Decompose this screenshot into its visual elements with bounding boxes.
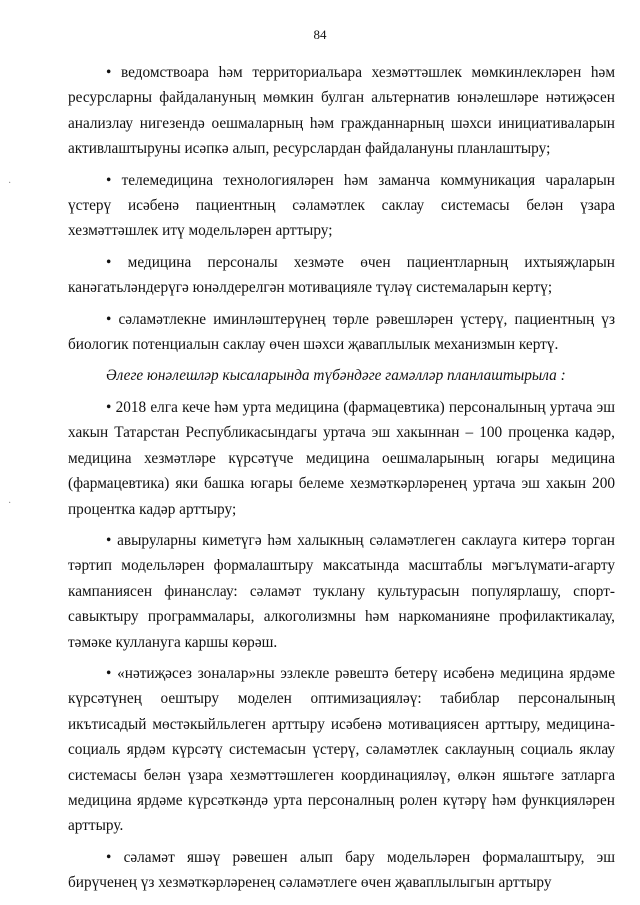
page-number: 84 [313,27,327,42]
bullet-paragraph: • телемедицина технологияләрен һәм заманча коммуникация чараларын үстерү исәбенә пациентның сәламәтлек саклау системасы белән үзара хезмәттәшлек итү модельләрен арттыру; [68,171,615,240]
bullet-paragraph: • 2018 елга кече һәм урта медицина (фармацевтика) персоналының уртача эш хакын Татарстан Республикасындагы уртача эш хакыннан – 100 проценка кадәр, медицина хезмәтләре күрсәтүче медицина оешмаларының югары медицина (фармацевтика) яки башка югары белеме хезмәткәрләренең уртача эш хакын 200 процентка кадәр арттыру; [68,398,615,518]
margin-tick: · [8,498,12,509]
bullet-paragraph: • «нәтиҗәсез зоналар»ны эзлекле рәвештә бетерү исәбенә медицина ярдәме күрсәтүнең оештыру моделен оптимизацияләү: табиблар персоналының икътисадый мөстәкыйльлеген арттыру исәбенә мотивациясен арттыру, медицина-социаль ярдәм күрсәтү системасын үстерү, сәламәтлек саклауның социаль яклау системасы белән үзара хезмәттәшлеген координацияләү, өлкән яшьтәге затларга медицина ярдәме күрсәткәндә урта персоналның ролен күтәрү һәм функцияләрен арттыру. [68,664,615,835]
bullet-paragraph: • медицина персоналы хезмәте өчен пациентларның ихтыяҗларын канәгатьләндерүгә юнәлдерелгән мотивацияле түләү системаларын кертү; [68,253,615,297]
margin-tick: · [8,178,12,189]
document-body [68,60,615,902]
bullet-paragraph: • сәламәт яшәү рәвешен алып бару модельләрен формалаштыру, эш бирүченең үз хезмәткәрләренең сәламәтлеге өчен җаваплылыгын арттыру [68,848,615,892]
bullet-paragraph: • ведомствоара һәм территориальара хезмәттәшлек мөмкинлекләрен һәм ресурсларны файдалануның мөмкин булган альтернатив юнәлешләре нәтиҗәсен анализлау нигезендә оешмаларның һәм гражданнарның шәхси инициативаларын активлаштыруны исәпкә алып, ресурслардан файдалануны планлаштыру; [68,64,615,158]
section-intro: Әлеге юнәлешләр кысаларында түбәндәге гамәлләр планлаштырыла : [106,367,566,385]
bullet-paragraph: • сәламәтлекне иминләштерүнең төрле рәвешләрен үстерү, пациентның үз биологик потенциалын саклау өчен шәхси җаваплылык механизмын кертү. [68,310,615,354]
bullet-paragraph: • авыруларны киметүгә һәм халыкның сәламәтлеген саклауга китерә торган тәртип модельләрен формалаштыру максатында масштаблы мәгълүмати-агарту кампаниясен финанслау: сәламәт туклану культурасын популярлашу, спорт-савыктыру программалары, алкоголизмны һәм наркоманияне профилактикалау, тәмәке куллануга каршы көрәш. [68,531,615,651]
